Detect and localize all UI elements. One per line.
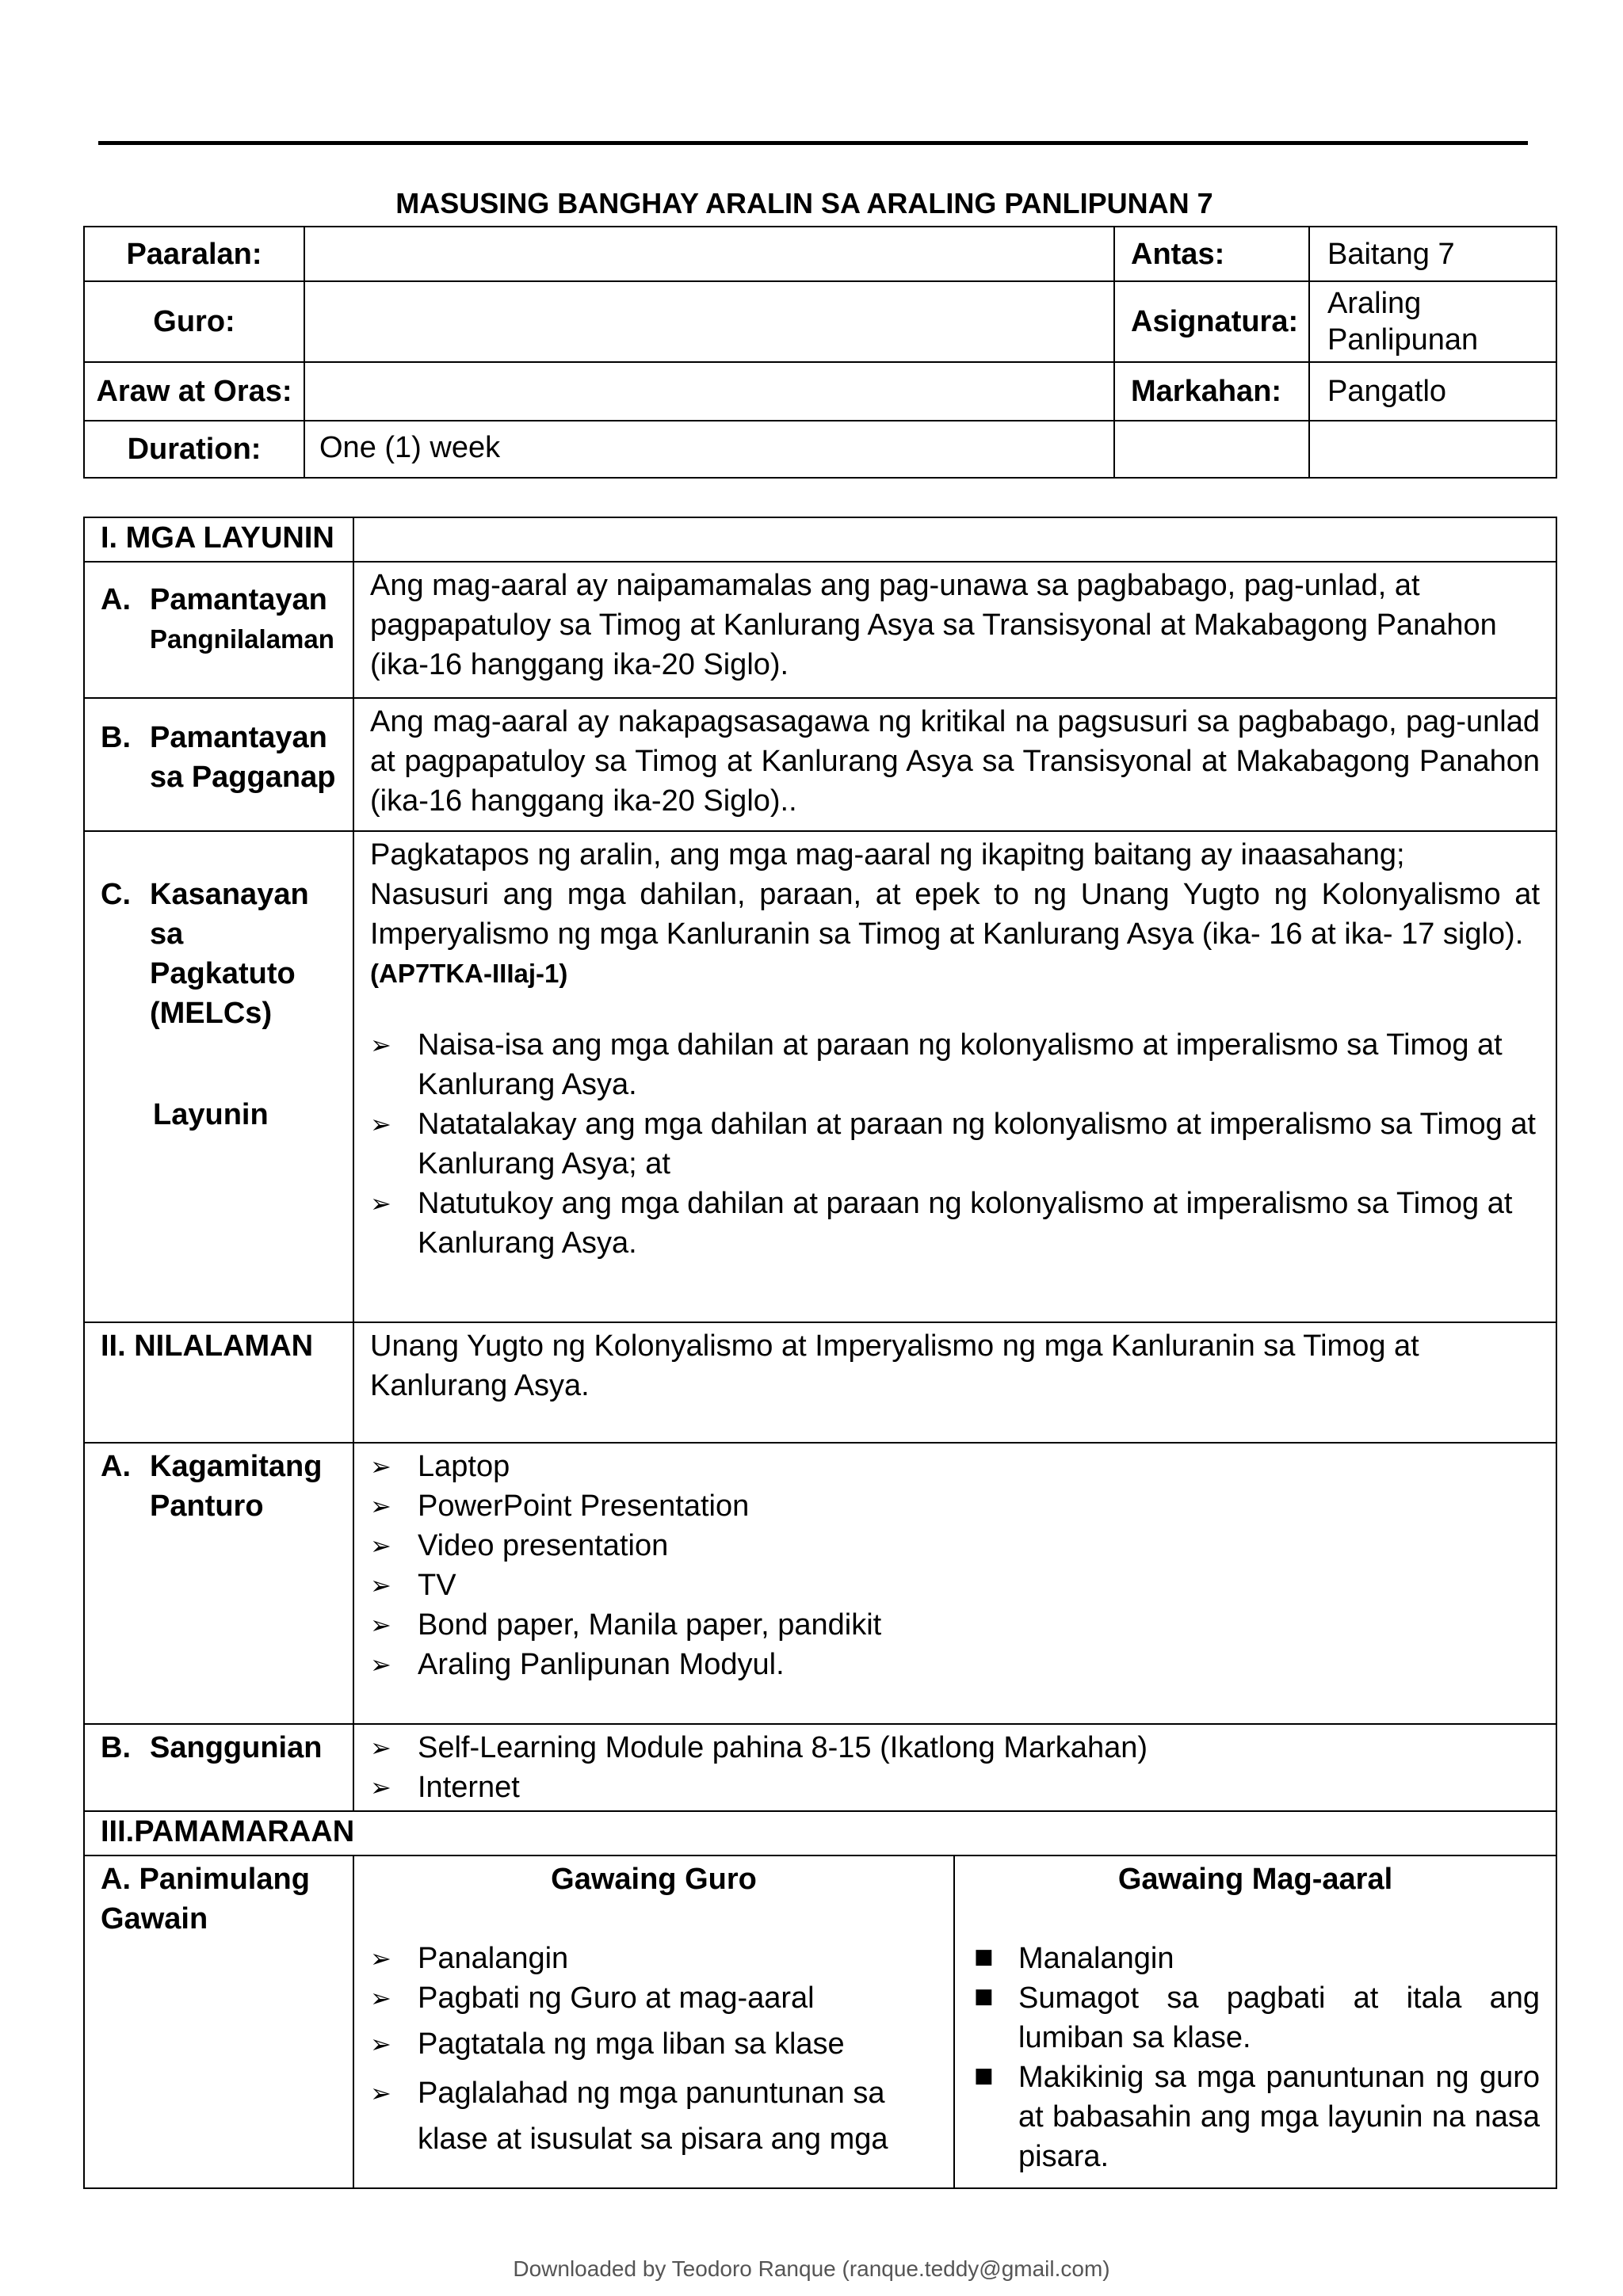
sanggunian-label: Sanggunian bbox=[150, 1731, 323, 1764]
material-item: ➢ Laptop bbox=[370, 1447, 1540, 1486]
magaaral-activity-item: ■ Manalangin bbox=[971, 1939, 1540, 1978]
gawaing-guro-heading: Gawaing Guro bbox=[551, 1863, 757, 1896]
melc-code: (AP7TKA-IIIaj-1) bbox=[370, 959, 568, 988]
material-item: ➢ Araling Panlipunan Modyul. bbox=[370, 1645, 1540, 1684]
sanggunian-content bbox=[353, 1724, 1556, 1811]
antas-value: Baitang 7 bbox=[1309, 227, 1556, 281]
objective-item: ➢ Natatalakay ang mga dahilan at paraan ng kolonyalismo at imperalismo sa Timog at Kanlurang Asya; at bbox=[370, 1104, 1540, 1184]
item-letter: B. bbox=[101, 721, 131, 754]
pamantayan-pagganap-text: Ang mag-aaral ay nakapagsasagawa ng kritikal na pagsusuri sa pagbabago, pag-unlad at pagpapatuloy sa Timog at Kanlurang Asya sa Transisyonal at Makabagong Panahon (ika-16 hanggang ika-20 Siglo).. bbox=[353, 698, 1556, 831]
magaaral-activity-item: ■ Makikinig sa mga panuntunan ng guro at babasahin ang mga layunin na nasa pisara. bbox=[971, 2058, 1540, 2176]
kasanayan-label-cell bbox=[84, 831, 353, 1322]
pamantayan-pangnilalaman-text: Ang mag-aaral ay naipamamalas ang pag-unawa sa pagbabago, pag-unlad, at pagpapatuloy sa Timog at Kanlurang Asya sa Transisyonal at Makabagong Panahon (ika-16 hanggang ika-20 Siglo). bbox=[353, 562, 1556, 698]
empty-cell bbox=[1309, 421, 1556, 478]
material-item: ➢ Bond paper, Manila paper, pandikit bbox=[370, 1605, 1540, 1645]
objective-item: ➢ Natutukoy ang mga dahilan at paraan ng kolonyalismo at imperalismo sa Timog at Kanlurang Asya. bbox=[370, 1184, 1540, 1263]
layunin-label: Layunin bbox=[153, 1098, 269, 1131]
magaaral-activities-list bbox=[971, 1939, 1540, 2176]
araw-label: Araw at Oras: bbox=[84, 362, 304, 421]
objectives-list bbox=[370, 1025, 1540, 1263]
asignatura-label: Asignatura: bbox=[1114, 281, 1309, 362]
kasanayan-content bbox=[353, 831, 1556, 1322]
magaaral-activity-item: ■ Sumagot sa pagbati at itala ang lumiban sa klase. bbox=[971, 1978, 1540, 2058]
guro-label: Guro: bbox=[84, 281, 304, 362]
araw-value bbox=[304, 362, 1114, 421]
sanggunian-label-cell bbox=[84, 1724, 353, 1811]
item-letter: A. bbox=[101, 583, 131, 616]
reference-item: ➢ Self-Learning Module pahina 8-15 (Ikatlong Markahan) bbox=[370, 1728, 1540, 1768]
item-letter: A. bbox=[101, 1450, 131, 1483]
top-rule bbox=[98, 141, 1528, 145]
pangnilalaman-sublabel: Pangnilalaman bbox=[150, 624, 334, 654]
pamantayan-pangnilalaman-label bbox=[84, 562, 353, 698]
material-item: ➢ TV bbox=[370, 1566, 1540, 1605]
markahan-value: Pangatlo bbox=[1309, 362, 1556, 421]
nilalaman-text: Unang Yugto ng Kolonyalismo at Imperyalismo ng mga Kanluranin sa Timog at Kanlurang Asya. bbox=[353, 1322, 1556, 1443]
download-footer: Downloaded by Teodoro Ranque (ranque.teddy@gmail.com) bbox=[513, 2256, 1110, 2281]
kasanayan-text: Nasusuri ang mga dahilan, paraan, at epek to ng Unang Yugto ng Kolonyalismo at Imperyalismo ng mga Kanluranin sa Timog at Kanlurang Asya (ika- 16 at ika- 17 siglo). bbox=[370, 878, 1540, 951]
gawaing-magaaral-heading: Gawaing Mag-aaral bbox=[1117, 1863, 1393, 1896]
kasanayan-intro: Pagkatapos ng aralin, ang mga mag-aaral ng ikapitng baitang ay inaasahang; bbox=[370, 838, 1405, 871]
panimulang-gawain-label: A. Panimulang Gawain bbox=[84, 1855, 353, 2188]
guro-activities-list bbox=[370, 1939, 938, 2162]
pagganap-label: Pamantayan sa Pagganap bbox=[150, 721, 336, 794]
guro-activity-item: ➢ Pagbati ng Guro at mag-aaral bbox=[370, 1978, 938, 2018]
objective-item: ➢ Naisa-isa ang mga dahilan at paraan ng kolonyalismo at imperalismo sa Timog at Kanlurang Asya. bbox=[370, 1025, 1540, 1104]
guro-activity-item: ➢ Pagtatala ng mga liban sa klase bbox=[370, 2024, 938, 2064]
duration-value: One (1) week bbox=[304, 421, 1114, 478]
markahan-label: Markahan: bbox=[1114, 362, 1309, 421]
item-letter: B. bbox=[101, 1731, 131, 1764]
document-title: MASUSING BANGHAY ARALIN SA ARALING PANLIPUNAN 7 bbox=[395, 187, 1213, 219]
material-item: ➢ PowerPoint Presentation bbox=[370, 1486, 1540, 1526]
material-item: ➢ Video presentation bbox=[370, 1526, 1540, 1566]
duration-label: Duration: bbox=[84, 421, 304, 478]
item-letter: C. bbox=[101, 878, 131, 911]
kagamitan-content bbox=[353, 1443, 1556, 1724]
nilalaman-heading: II. NILALAMAN bbox=[84, 1322, 353, 1443]
materials-list bbox=[370, 1447, 1540, 1684]
reference-item: ➢ Internet bbox=[370, 1768, 1540, 1807]
kasanayan-label: Kasanayan sa Pagkatuto (MELCs) bbox=[150, 878, 309, 1030]
lesson-plan-table bbox=[83, 517, 1557, 2189]
kagamitan-label-cell bbox=[84, 1443, 353, 1724]
guro-activity-item: ➢ Paglalahad ng mga panuntunan sa klase at isusulat sa pisara ang mga bbox=[370, 2070, 938, 2162]
layunin-heading: I. MGA LAYUNIN bbox=[84, 517, 353, 562]
header-table bbox=[83, 226, 1557, 479]
paaralan-label: Paaralan: bbox=[84, 227, 304, 281]
empty-cell bbox=[1114, 421, 1309, 478]
pamantayan-label: Pamantayan bbox=[150, 583, 327, 616]
antas-label: Antas: bbox=[1114, 227, 1309, 281]
pamantayan-pagganap-label bbox=[84, 698, 353, 831]
gawaing-magaaral-cell bbox=[954, 1855, 1556, 2188]
asignatura-value: Araling Panlipunan bbox=[1309, 281, 1556, 362]
guro-value bbox=[304, 281, 1114, 362]
paaralan-value bbox=[304, 227, 1114, 281]
gawaing-guro-cell bbox=[353, 1855, 954, 2188]
empty-cell bbox=[353, 517, 1556, 562]
references-list bbox=[370, 1728, 1540, 1807]
kagamitan-label: Kagamitang Panturo bbox=[150, 1450, 323, 1523]
pamamaraan-heading: III.PAMAMARAAN bbox=[84, 1811, 1556, 1855]
guro-activity-item: ➢ Panalangin bbox=[370, 1939, 938, 1978]
